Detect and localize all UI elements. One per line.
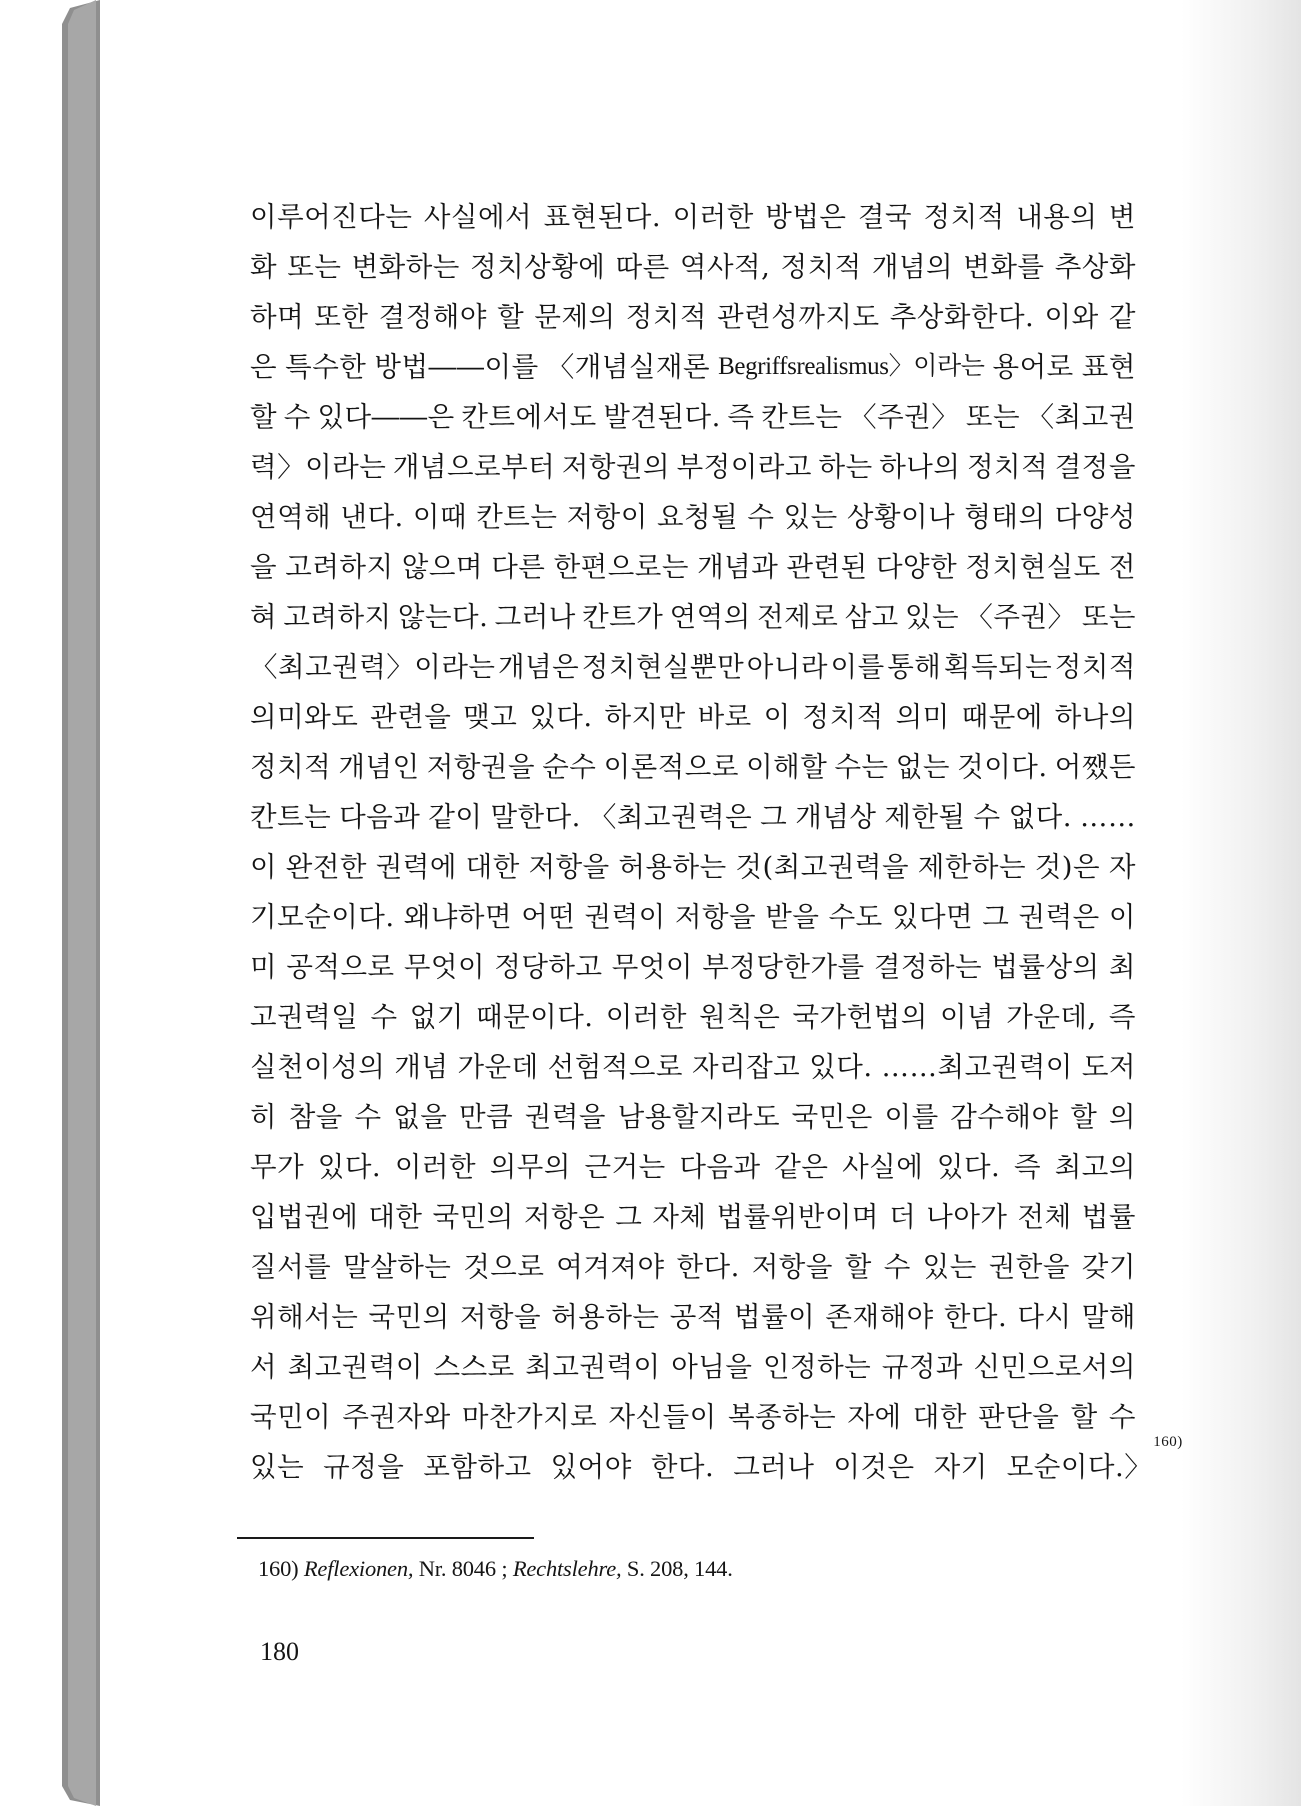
word: 할	[1070, 1101, 1098, 1133]
word: 권력은	[1018, 901, 1100, 933]
word: 개념상	[795, 801, 877, 833]
word: 따른	[615, 251, 670, 283]
word: 변화하는	[351, 251, 460, 283]
word: 바로	[697, 701, 752, 733]
word: 방법은	[765, 201, 847, 233]
word: 또는	[1081, 601, 1136, 633]
word: 저항을	[751, 1251, 833, 1283]
word: 있는	[904, 601, 960, 633]
word: 국가헌법의	[792, 1001, 928, 1033]
footnote	[258, 1556, 733, 1582]
word: 관련된	[786, 551, 868, 583]
word: 갖기	[1081, 1251, 1136, 1283]
word: 결정하는	[873, 951, 983, 983]
word: 말살하는	[343, 1251, 452, 1283]
word: 삼고	[844, 601, 899, 633]
word: 하나의	[879, 451, 961, 483]
text-line	[250, 1242, 1136, 1292]
word: 정치적	[1054, 651, 1136, 683]
text-line	[250, 1142, 1136, 1192]
word: 칸트는	[250, 801, 332, 833]
word: 요청될	[656, 501, 739, 533]
footnote-number: 160)	[258, 1556, 299, 1581]
word: 저항을	[528, 851, 610, 883]
word: 자기	[933, 1451, 988, 1483]
word: 그	[982, 901, 1010, 933]
word: 저항권을	[426, 751, 536, 783]
word: 인정하는	[762, 1351, 872, 1383]
word: 어떤	[521, 901, 576, 933]
footnote-divider	[237, 1537, 534, 1539]
text-line	[250, 242, 1136, 292]
text-line	[250, 1434, 1183, 1492]
word: 입법권에	[250, 1201, 359, 1233]
word: 개념	[394, 1051, 449, 1083]
word: 정치현실도	[965, 551, 1101, 583]
word: 개념과	[697, 551, 779, 583]
word: 남용할지라도	[617, 1101, 781, 1133]
word: 또는	[965, 401, 1021, 433]
word: 이러한	[394, 1151, 477, 1183]
text-line	[250, 792, 1136, 842]
word: 의미	[895, 701, 950, 733]
word: 내용의	[1016, 201, 1098, 233]
word: 최	[1108, 951, 1136, 983]
word: 국민의	[368, 1301, 450, 1333]
word: 국민의	[432, 1201, 514, 1233]
word: 이	[250, 851, 278, 883]
word: 규정과	[881, 1351, 963, 1383]
text-line	[250, 542, 1136, 592]
word: 다시	[1017, 1301, 1072, 1333]
word: 그러나	[733, 1451, 815, 1483]
word: 아님을	[671, 1351, 753, 1383]
word: 있다면	[891, 901, 974, 933]
word: 칸트는	[476, 501, 558, 533]
word: 수	[370, 1001, 398, 1033]
word: 정당하고	[494, 951, 603, 983]
word: 이때	[412, 501, 468, 533]
word: 수는	[834, 751, 889, 783]
word: 있는	[922, 1251, 977, 1283]
word: 하며	[250, 301, 305, 333]
word: 할	[1070, 1401, 1098, 1433]
word: 정치적	[802, 701, 884, 733]
word: 무엇이	[403, 951, 486, 983]
word: 무가	[250, 1151, 305, 1183]
word: 같은	[774, 1151, 829, 1183]
word: 최고권력이	[525, 1351, 661, 1383]
word: 그	[615, 1201, 643, 1233]
word: 자리잡고	[691, 1051, 801, 1083]
word: 〈주권〉	[965, 601, 1076, 633]
word: 왜냐하면	[403, 901, 513, 933]
word: 변화를	[963, 251, 1045, 283]
word: 스스로	[433, 1351, 515, 1383]
word: 신민으로서의	[973, 1351, 1136, 1383]
text-line	[250, 442, 1136, 492]
word: 이것은	[833, 1451, 915, 1483]
text-line	[250, 742, 1136, 792]
word: 법률	[1081, 1201, 1136, 1233]
word: 연역해	[250, 501, 332, 533]
text-line	[250, 392, 1136, 442]
word: 없을	[393, 1101, 448, 1133]
word: 정치현실뿐만	[581, 651, 745, 683]
word: 있는	[783, 501, 838, 533]
word: 칸트에서도	[461, 401, 597, 433]
text-line	[250, 942, 1136, 992]
word: 위해서는	[250, 1301, 359, 1333]
text-line	[250, 842, 1136, 892]
word: 모순이다.〉	[1006, 1451, 1153, 1483]
word: 저항이	[566, 501, 648, 533]
word: 최고권력이	[287, 1351, 423, 1383]
word: 히	[250, 1101, 278, 1133]
word: 공적으로	[286, 951, 395, 983]
word: 이루어진다는	[250, 201, 413, 233]
word: 다음과	[339, 801, 421, 833]
word: 정치상황에	[470, 251, 606, 283]
word: 할	[250, 401, 278, 433]
word: 마찬가지로	[461, 1401, 598, 1433]
word: 않으며	[401, 551, 483, 583]
word: 결정을	[1054, 451, 1136, 483]
word: 있다――은	[317, 401, 455, 433]
word: 역사적,	[679, 251, 771, 283]
word: 있다.	[936, 1151, 1001, 1183]
word: 이러한	[672, 201, 754, 233]
text-line	[250, 1192, 1136, 1242]
word: 없다.	[1008, 801, 1072, 833]
word: 즉	[1108, 1001, 1136, 1033]
word: 여겨져야	[556, 1251, 665, 1283]
word: 의미와도	[250, 701, 359, 733]
word: 참을	[288, 1101, 343, 1133]
word: 근거는	[584, 1151, 666, 1183]
word: 대한	[465, 851, 520, 883]
word: 개념의	[871, 251, 954, 283]
word: 수	[747, 501, 775, 533]
word: 이론적으로	[603, 751, 739, 783]
word: 허용하는	[618, 851, 727, 883]
word: 정치적	[780, 251, 862, 283]
word: 수도	[828, 901, 883, 933]
word: 저항은	[523, 1201, 606, 1233]
word: 변	[1108, 201, 1136, 233]
word: 사실에서	[423, 201, 533, 233]
body-text	[250, 192, 1183, 1492]
word: 하지만	[604, 701, 686, 733]
word: 질서를	[250, 1251, 332, 1283]
word: 자체	[652, 1201, 707, 1233]
word: 하나의	[1054, 701, 1136, 733]
word: 포함하고	[423, 1451, 532, 1483]
word: 다양한	[875, 551, 958, 583]
word: 부정당한가를	[702, 951, 865, 983]
word: 개념으로부터	[392, 451, 556, 483]
text-line	[250, 992, 1136, 1042]
word: 고려하지	[283, 601, 392, 633]
word: 것)은	[1034, 851, 1101, 883]
word: 같이	[428, 801, 483, 833]
word: 나아가	[926, 1201, 1008, 1233]
word: 있는	[250, 1451, 305, 1483]
word: 법률이	[734, 1301, 816, 1333]
word: 수	[354, 1101, 382, 1133]
word: 제한하는	[917, 851, 1027, 883]
word: 않는다.	[397, 601, 489, 633]
word: 부정이라고	[676, 451, 812, 483]
word: 허용하는	[551, 1301, 660, 1333]
word: 이해할	[746, 751, 828, 783]
text-line	[250, 1092, 1136, 1142]
text-line	[250, 292, 1136, 342]
word: 규정을	[323, 1451, 405, 1483]
footnote-title-2: Rechtslehre,	[512, 1556, 622, 1581]
word: 특수한	[285, 351, 367, 383]
word: 맺고	[463, 701, 518, 733]
word: 대한	[368, 1201, 423, 1233]
text-line	[250, 192, 1136, 242]
footnote-title-1: Reflexionen,	[303, 1556, 414, 1581]
word: 때문이다.	[476, 1001, 594, 1033]
word: 무엇이	[611, 951, 693, 983]
word: 형태의	[964, 501, 1046, 533]
word: 같	[1108, 301, 1136, 333]
word: 을	[250, 551, 278, 583]
word: Begriffsrealismus〉이라는	[718, 353, 985, 380]
word: 미	[250, 951, 278, 983]
word: ……	[1079, 801, 1136, 833]
word: 대한	[912, 1401, 967, 1433]
word: 관련을	[370, 701, 452, 733]
text-line	[250, 892, 1136, 942]
word: 이와	[1044, 301, 1099, 333]
word: 원칙은	[699, 1001, 781, 1033]
word: 판단을	[978, 1401, 1060, 1433]
word: 어쨌든	[1054, 751, 1136, 783]
word: 표현된다.	[543, 201, 662, 233]
word: 하는	[818, 451, 873, 483]
word: 다른	[491, 551, 546, 583]
word: 〈개념실재론	[546, 351, 711, 383]
word: 이	[763, 701, 791, 733]
word: 저항을	[674, 901, 757, 933]
word: 다음과	[679, 1151, 761, 1183]
word: 력〉이라는	[250, 451, 387, 483]
word: 저항권의	[561, 451, 671, 483]
word: 추상화한다.	[889, 301, 1035, 333]
word: 감수해야	[950, 1101, 1059, 1133]
text-line	[250, 1042, 1136, 1092]
word: 국민이	[250, 1401, 332, 1433]
word: 도저	[1081, 1051, 1136, 1083]
word: 또는	[287, 251, 342, 283]
word: 칸트는	[761, 401, 843, 433]
word: 정치적	[250, 751, 332, 783]
word: 저항을	[459, 1301, 542, 1333]
word: 할	[497, 301, 525, 333]
word: 있다.	[809, 1051, 873, 1083]
word: 또한	[314, 301, 369, 333]
word: 고려하지	[285, 551, 394, 583]
word: 주권자와	[342, 1401, 451, 1433]
word: 자에	[847, 1401, 902, 1433]
word: 정치적	[625, 301, 707, 333]
word: 낸다.	[340, 501, 404, 533]
text-line	[250, 1392, 1136, 1442]
word: 은	[250, 351, 278, 383]
word: 상황이나	[846, 501, 956, 533]
word: 한다.	[676, 1251, 740, 1283]
word: 화	[250, 251, 278, 283]
word: 권한을	[988, 1251, 1070, 1283]
word: 권력에	[375, 851, 457, 883]
word: 기모순이다.	[250, 901, 395, 933]
word: 정치적	[966, 451, 1049, 483]
word: 수	[1108, 1401, 1136, 1433]
word: 말한다.	[490, 801, 581, 833]
word: 〈최고권	[1026, 401, 1136, 433]
word: 수	[883, 1251, 911, 1283]
word: 개념은	[498, 651, 580, 683]
word: 실천이성의	[250, 1051, 386, 1083]
word: 것(최고권력을	[735, 851, 910, 883]
word: 자신들이	[608, 1401, 717, 1433]
word: 국민은	[791, 1101, 873, 1133]
word: 권력이	[584, 901, 666, 933]
footnote-text-2: S. 208, 144.	[626, 1556, 733, 1581]
word: 없는	[895, 751, 950, 783]
word: 이러한	[605, 1001, 687, 1033]
word: 결정해야	[378, 301, 487, 333]
word: 추상화	[1054, 251, 1136, 283]
word: 문제의	[534, 301, 616, 333]
word: 그	[760, 801, 788, 833]
text-line	[250, 642, 1136, 692]
word: 선험적으로	[547, 1051, 683, 1083]
word: 말해	[1081, 1301, 1136, 1333]
footnote-text-1: Nr. 8046 ;	[418, 1556, 508, 1581]
word: 이	[1108, 901, 1136, 933]
word: 한편으로는	[553, 551, 689, 583]
word: 최고의	[1054, 1151, 1136, 1183]
word: 연역의	[669, 601, 751, 633]
text-line	[250, 692, 1136, 742]
word: 용어로	[992, 351, 1074, 383]
word: 즉	[727, 401, 755, 433]
word: 의무의	[489, 1151, 571, 1183]
word: 전제로	[757, 601, 839, 633]
word: 정치적	[923, 201, 1005, 233]
word: 것으로	[463, 1251, 545, 1283]
word: 공적	[669, 1301, 724, 1333]
word: 자	[1108, 851, 1136, 883]
text-line	[250, 342, 1136, 392]
word: 더	[889, 1201, 917, 1233]
word: ……최고권력이	[881, 1051, 1073, 1083]
word: 통해	[887, 651, 942, 683]
word: 〈최고권력은	[588, 801, 753, 833]
word: 서	[250, 1351, 278, 1383]
word: 아니라	[746, 651, 828, 683]
word: 완전한	[285, 851, 367, 883]
text-line	[250, 592, 1136, 642]
word: 전체	[1017, 1201, 1072, 1233]
word: 것이다.	[957, 751, 1048, 783]
word: 있다.	[317, 1151, 382, 1183]
word: 방법――이를	[374, 351, 539, 383]
word: 복종하는	[727, 1401, 837, 1433]
word: 표현	[1081, 351, 1136, 383]
word: 받을	[765, 901, 820, 933]
word: 가운데,	[1006, 1001, 1097, 1033]
page-number: 180	[260, 1637, 299, 1666]
word: 이념	[939, 1001, 995, 1033]
word: 법률위반이며	[716, 1201, 879, 1233]
word: 권력을	[524, 1101, 606, 1133]
text-line	[250, 1292, 1136, 1342]
word: 있다.	[529, 701, 593, 733]
word: 법률상의	[991, 951, 1100, 983]
word: 〈최고권력〉이라는	[250, 651, 496, 683]
word: 그러나	[494, 601, 576, 633]
word: 수	[973, 801, 1001, 833]
word: 존재해야	[825, 1301, 934, 1333]
word: 획득되는	[943, 651, 1053, 683]
word: 이를	[830, 651, 885, 683]
footnote-reference: 160)	[1153, 1434, 1183, 1450]
word: 칸트가	[582, 601, 664, 633]
word: 고권력일	[250, 1001, 359, 1033]
word: 수	[283, 401, 311, 433]
word: 할	[844, 1251, 872, 1283]
word: 다양성	[1054, 501, 1136, 533]
word: 한다.	[650, 1451, 715, 1483]
word: 즉	[1013, 1151, 1042, 1183]
word: 가운데	[457, 1051, 539, 1083]
word: 의	[1108, 1101, 1136, 1133]
word: 한다.	[943, 1301, 1008, 1333]
word: 있어야	[550, 1451, 632, 1483]
word: 만큼	[459, 1101, 514, 1133]
word: 〈주권〉	[849, 401, 960, 433]
word: 혀	[250, 601, 278, 633]
word: 때문에	[961, 701, 1043, 733]
word: 사실에	[842, 1151, 924, 1183]
word: 개념인	[338, 751, 420, 783]
word: 없기	[409, 1001, 464, 1033]
word: 제한될	[884, 801, 966, 833]
word: 전	[1108, 551, 1136, 583]
word: 발견된다.	[603, 401, 721, 433]
word: 관련성까지도	[717, 301, 880, 333]
word: 순수	[542, 751, 597, 783]
word: 이를	[884, 1101, 939, 1133]
text-line	[250, 1342, 1136, 1392]
text-line	[250, 492, 1136, 542]
word: 결국	[857, 201, 913, 233]
